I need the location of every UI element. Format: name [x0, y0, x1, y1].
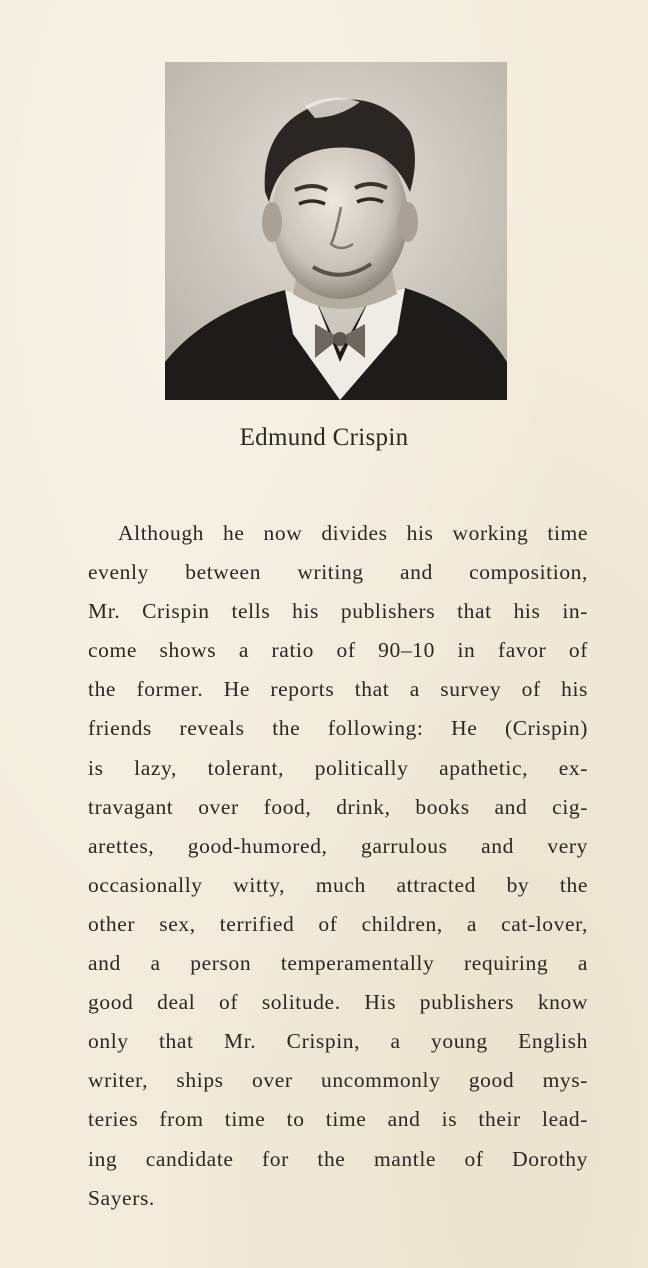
bio-line: arettes, good-humored, garrulous and very	[88, 833, 588, 858]
bio-line: ing candidate for the mantle of Dorothy	[88, 1146, 588, 1171]
bio-line: teries from time to time and is their lead-	[88, 1107, 588, 1132]
author-bio	[88, 514, 588, 1218]
author-portrait	[165, 62, 507, 400]
bio-line: friends reveals the following: He (Crispin)	[88, 716, 588, 741]
bio-line: Sayers.	[88, 1185, 155, 1210]
bio-line: other sex, terrified of children, a cat-lover,	[88, 911, 588, 936]
bio-line: come shows a ratio of 90–10 in favor of	[88, 638, 588, 663]
bio-line: travagant over food, drink, books and cig-	[88, 794, 588, 819]
bio-line: writer, ships over uncommonly good mys-	[88, 1068, 588, 1093]
author-name-caption: Edmund Crispin	[239, 424, 409, 451]
bio-line: only that Mr. Crispin, a young English	[88, 1029, 588, 1054]
bio-line: occasionally witty, much attracted by the	[88, 872, 588, 897]
bio-line: is lazy, tolerant, politically apathetic, ex-	[88, 755, 588, 780]
bio-line: Mr. Crispin tells his publishers that his in-	[88, 599, 588, 624]
bio-line: Although he now divides his working time	[118, 521, 588, 545]
bio-line: good deal of solitude. His publishers know	[88, 990, 588, 1015]
bio-line: evenly between writing and composition,	[88, 560, 588, 585]
bio-line: and a person temperamentally requiring a	[88, 951, 588, 976]
bio-line: the former. He reports that a survey of his	[88, 677, 588, 702]
